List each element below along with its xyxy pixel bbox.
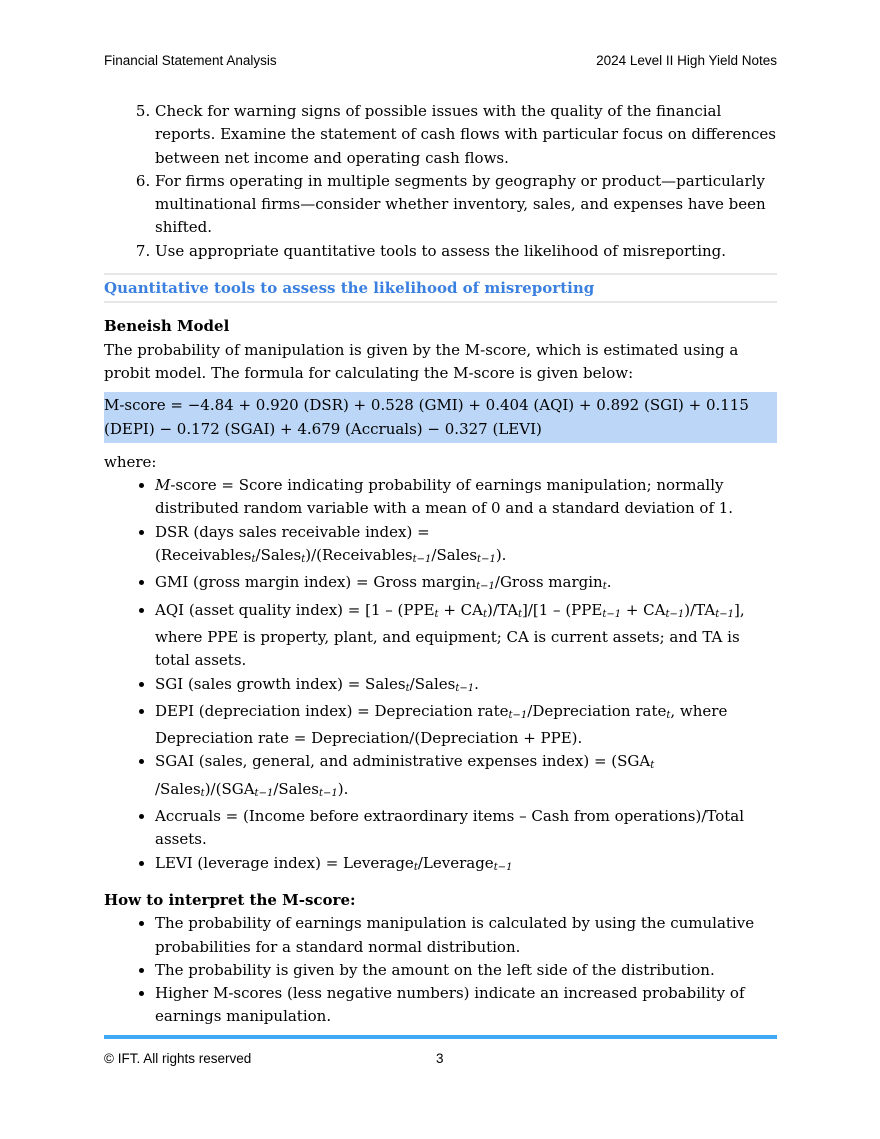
- definition-sgi: • SGI (sales growth index) = Sales$_t$/Sales$_{t-1}$.: [155, 673, 777, 700]
- mscore-formula: M-score = −4.84 + 0.920 (DSR) + 0.528 (GMI) + 0.404 (AQI) + 0.892 (SGI) + 0.115 (DEPI) − 0.172 (SGAI) + 4.679 (Accruals) − 0.327 (LEVI): [104, 392, 777, 443]
- definition-accruals: • Accruals = (Income before extraordinary items – Cash from operations)/Total assets.: [155, 805, 777, 852]
- definition-list: [104, 474, 777, 879]
- list-item: 6. For firms operating in multiple segments by geography or product—particularly multinational firms—consider whether inventory, sales, and expenses have been shifted.: [155, 170, 777, 240]
- beneish-model-title: Beneish Model: [104, 317, 230, 336]
- definition-sgai: • SGAI (sales, general, and administrative expenses index) = ($SGA_t$ $/Sales_t)/(SGA_{t-1}/Sales_{t-1})$.: [155, 750, 777, 805]
- footer-rule: [104, 1035, 777, 1039]
- interpret-title: How to interpret the M-score:: [104, 890, 356, 909]
- page-body: [104, 100, 777, 1029]
- section-heading: Quantitative tools to assess the likelihood of misreporting: [104, 273, 777, 303]
- where-label: where:: [104, 452, 157, 471]
- list-item: 7. Use appropriate quantitative tools to assess the likelihood of misreporting.: [155, 240, 777, 263]
- definition-gmi: • GMI (gross margin index) = Gross margin$_{t-1}$/Gross margin$_t$.: [155, 571, 777, 598]
- definition-levi: • LEVI (leverage index) = Leverage$_t$/Leverage$_{t-1}$: [155, 852, 777, 879]
- interpret-list: [104, 912, 777, 1028]
- footer-copyright: © IFT. All rights reserved: [104, 1051, 252, 1066]
- definition-mscore: • M-score = Score indicating probability of earnings manipulation; normally distributed random variable with a mean of 0 and a standard deviation of 1.: [155, 474, 777, 521]
- list-item: • The probability is given by the amount on the left side of the distribution.: [155, 959, 777, 982]
- page-number: 3: [436, 1051, 444, 1066]
- definition-dsr: • DSR (days sales receivable index) = (Receivables$_t$/Sales$_t$)/(Receivables$_{t-1}$/Sales$_{t-1}$).: [155, 521, 777, 572]
- beneish-intro: The probability of manipulation is given by the M-score, which is estimated using a probit model. The formula for calculating the M-score is given below:: [104, 340, 739, 382]
- running-header-left: Financial Statement Analysis: [104, 53, 277, 68]
- list-item: • The probability of earnings manipulation is calculated by using the cumulative probabilities for a standard normal distribution.: [155, 912, 777, 959]
- list-item: 5. Check for warning signs of possible issues with the quality of the financial reports. Examine the statement of cash flows with particular focus on differences between net income and operating cash flows.: [155, 100, 777, 170]
- list-item: • Higher M-scores (less negative numbers) indicate an increased probability of earnings manipulation.: [155, 982, 777, 1029]
- running-header-right: 2024 Level II High Yield Notes: [596, 53, 777, 68]
- definition-depi: • DEPI (depreciation index) = Depreciation rate$_{t-1}$/Depreciation rate$_t$, where Depreciation rate = Depreciation/(Depreciation + PPE).: [155, 700, 777, 751]
- steps-list: [104, 100, 777, 263]
- definition-aqi: • AQI (asset quality index) = $[1 - (PPE_t + CA_t)/TA_t]/[1 - (PPE_{t-1} + CA_{t-1})/TA_{t-1}]$, where PPE is property, plant, and equipment; CA is current assets; and TA is total assets.: [155, 599, 777, 673]
